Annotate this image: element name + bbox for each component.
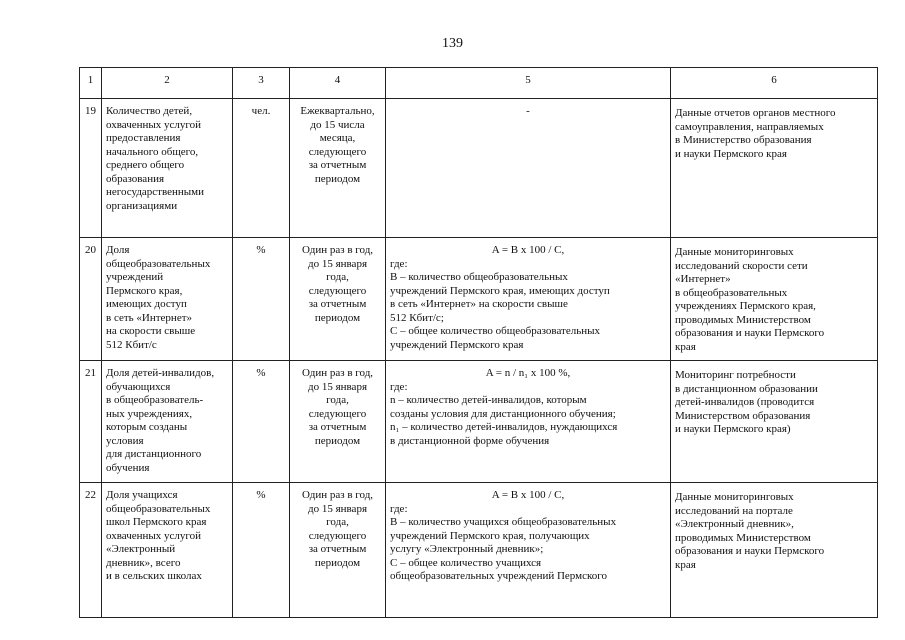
row-number: 22 xyxy=(80,483,102,618)
formula-cell xyxy=(386,361,671,483)
text-line: среднего общего xyxy=(106,159,185,171)
text-line: «Интернет» xyxy=(675,273,731,285)
text-line: общеобразовательных xyxy=(106,257,211,270)
periodicity-cell xyxy=(290,99,386,238)
indicator-name-cell xyxy=(102,483,233,618)
text-line: Данные мониторинговых xyxy=(675,491,794,503)
text-line: до 15 числа xyxy=(310,118,365,131)
text-line: Один раз в год, xyxy=(301,244,374,256)
formula-line: A = B x 100 / C, xyxy=(491,489,565,501)
text-line: Количество детей, xyxy=(106,105,193,117)
unit-cell: чел. xyxy=(233,99,290,238)
text-line: - xyxy=(526,105,530,117)
indicator-name-cell xyxy=(102,99,233,238)
indicator-name-cell xyxy=(102,361,233,483)
row-number: 19 xyxy=(80,99,102,238)
table-row xyxy=(80,361,878,483)
text-line: в дистанционном образовании xyxy=(675,382,818,395)
text-line: Данные мониторинговых xyxy=(675,246,794,258)
header-cell: 4 xyxy=(290,68,386,99)
header-cell: 5 xyxy=(386,68,671,99)
text-line: 512 Кбит/с xyxy=(106,338,157,351)
page-number: 139 xyxy=(442,36,463,51)
text-line: образования и науки Пермского xyxy=(675,545,825,557)
text-line: услугу «Электронный дневник»; xyxy=(390,543,544,555)
text-line: учреждений Пермского края, получающих xyxy=(390,529,590,542)
formula-cell xyxy=(386,238,671,361)
header-cell: 6 xyxy=(671,68,878,99)
source-cell xyxy=(671,361,878,483)
text-line: «Электронный дневник», xyxy=(675,518,794,530)
text-line: C – общее количество учащихся xyxy=(390,556,542,569)
text-line: охваченных услугой xyxy=(106,118,202,131)
periodicity-cell xyxy=(290,361,386,483)
table-row xyxy=(80,483,878,618)
text-line: в общеобразователь- xyxy=(106,394,204,406)
text-line: обучения xyxy=(106,461,150,474)
unit-cell: % xyxy=(233,238,290,361)
text-line: Мониторинг потребности xyxy=(675,369,796,381)
text-line: дневник», всего xyxy=(106,556,181,569)
text-line: за отчетным xyxy=(308,543,367,555)
text-line: учреждениях Пермского края, xyxy=(675,300,816,312)
text-line: n – количество детей-инвалидов, которым xyxy=(390,394,587,406)
text-line: обучающихся xyxy=(106,380,171,393)
text-line: периодом xyxy=(314,556,361,569)
text-line: в сеть «Интернет» xyxy=(106,311,193,324)
text-line: начального общего, xyxy=(106,145,199,158)
source-cell xyxy=(671,483,878,618)
text-line: в дистанционной форме обучения xyxy=(390,434,550,447)
text-line: следующего xyxy=(308,145,367,158)
text-line: за отчетным xyxy=(308,159,367,171)
text-line: в общеобразовательных xyxy=(675,286,788,299)
text-line: края xyxy=(675,558,696,571)
text-line: школ Пермского края xyxy=(106,516,207,528)
table-header-row xyxy=(80,68,878,99)
text-line: и науки Пермского края) xyxy=(675,423,791,435)
text-line: учреждений xyxy=(106,271,164,283)
text-line: до 15 января xyxy=(307,502,368,515)
text-line: периодом xyxy=(314,434,361,447)
text-line: до 15 января xyxy=(307,380,368,393)
text-line: детей-инвалидов (проводится xyxy=(675,396,815,408)
text-line: следующего xyxy=(308,407,367,420)
text-line: на скорости свыше xyxy=(106,325,196,337)
text-line: негосударственными xyxy=(106,186,205,198)
text-line: Ежеквартально, xyxy=(300,105,375,117)
text-line: периодом xyxy=(314,311,361,324)
source-cell xyxy=(671,99,878,238)
text-line: 512 Кбит/с; xyxy=(390,311,444,324)
text-line: года, xyxy=(326,394,349,406)
text-line: Один раз в год, xyxy=(301,489,374,501)
text-line: которым созданы xyxy=(106,421,188,433)
text-line: B – количество учащихся общеобразовательных xyxy=(390,516,617,528)
text-line: учреждений Пермского края, имеющих доступ xyxy=(390,284,610,297)
indicator-name-cell xyxy=(102,238,233,361)
text-line: для дистанционного xyxy=(106,448,202,460)
unit-cell: % xyxy=(233,483,290,618)
text-line: исследований на портале xyxy=(675,504,793,517)
text-line: за отчетным xyxy=(308,421,367,433)
header-cell: 2 xyxy=(102,68,233,99)
text-line: образования xyxy=(106,172,165,185)
source-cell xyxy=(671,238,878,361)
text-line: проводимых Министерством xyxy=(675,531,811,544)
text-line: проводимых Министерством xyxy=(675,313,811,326)
text-line: за отчетным xyxy=(308,298,367,310)
text-line: месяца, xyxy=(319,132,356,144)
text-line: следующего xyxy=(308,284,367,297)
text-line: образования и науки Пермского xyxy=(675,327,825,339)
text-line: имеющих доступ xyxy=(106,298,187,310)
text-line: Доля xyxy=(106,244,130,256)
text-line: края xyxy=(675,340,696,353)
text-line: Доля детей-инвалидов, xyxy=(106,367,215,379)
header-cell: 1 xyxy=(80,68,102,99)
text-line: и науки Пермского края xyxy=(675,147,787,160)
text-line: где: xyxy=(390,502,408,515)
text-line: условия xyxy=(106,434,144,447)
text-line: охваченных услугой xyxy=(106,529,202,542)
text-line: n₁ – количество детей-инвалидов, нуждающихся xyxy=(390,421,618,433)
formula-line: A = n / n₁ x 100 %, xyxy=(485,367,571,379)
formula-line: A = B x 100 / C, xyxy=(491,244,565,256)
text-line: B – количество общеобразовательных xyxy=(390,271,568,283)
text-line: периодом xyxy=(314,172,361,185)
unit-cell: % xyxy=(233,361,290,483)
row-number: 20 xyxy=(80,238,102,361)
text-line: и в сельских школах xyxy=(106,570,202,582)
text-line: общеобразовательных xyxy=(106,502,211,515)
text-line: в Министерство образования xyxy=(675,134,812,146)
text-line: до 15 января xyxy=(307,257,368,270)
text-line: где: xyxy=(390,257,408,270)
text-line: самоуправления, направляемых xyxy=(675,120,824,133)
periodicity-cell xyxy=(290,238,386,361)
header-cell: 3 xyxy=(233,68,290,99)
text-line: ных учреждениях, xyxy=(106,407,193,420)
text-line: Один раз в год, xyxy=(301,367,374,379)
text-line: «Электронный xyxy=(106,543,176,555)
text-line: в сеть «Интернет» на скорости свыше xyxy=(390,298,568,310)
text-line: следующего xyxy=(308,529,367,542)
indicators-table xyxy=(79,67,878,618)
row-number: 21 xyxy=(80,361,102,483)
table-row xyxy=(80,99,878,238)
text-line: года, xyxy=(326,516,349,528)
text-line: учреждений Пермского края xyxy=(390,338,524,351)
text-line: Министерством образования xyxy=(675,409,811,422)
text-line: C – общее количество общеобразовательных xyxy=(390,325,601,337)
text-line: Пермского края, xyxy=(106,284,183,297)
table-row xyxy=(80,238,878,361)
text-line: исследований скорости сети xyxy=(675,259,808,272)
text-line: Доля учащихся xyxy=(106,489,178,501)
text-line: организациями xyxy=(106,199,178,212)
text-line: Данные отчетов органов местного xyxy=(675,107,836,119)
text-line: общеобразовательных учреждений Пермского xyxy=(390,570,608,582)
text-line: где: xyxy=(390,380,408,393)
periodicity-cell xyxy=(290,483,386,618)
text-line: созданы условия для дистанционного обучения; xyxy=(390,407,616,420)
text-line: предоставления xyxy=(106,132,181,144)
text-line: года, xyxy=(326,271,349,283)
formula-cell xyxy=(386,99,671,238)
formula-cell xyxy=(386,483,671,618)
